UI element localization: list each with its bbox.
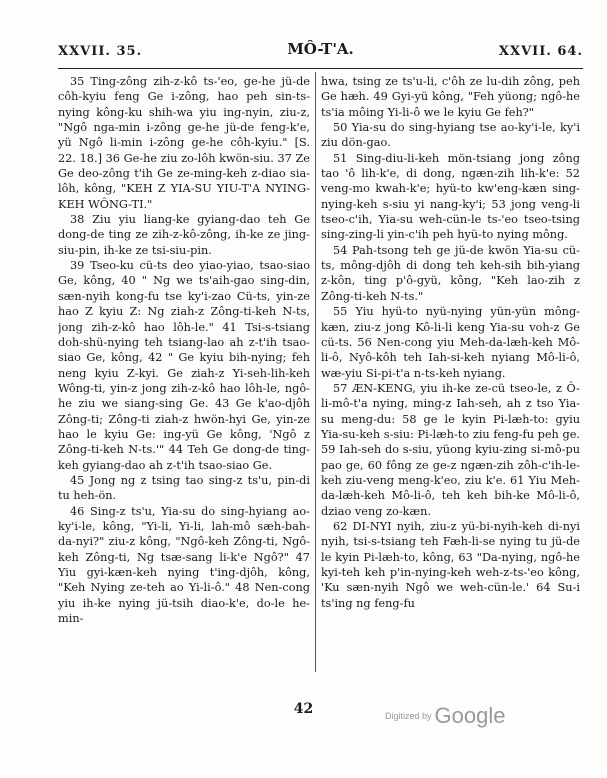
header-chapter-verse-end: XXVII. 64. — [498, 44, 583, 59]
paragraph: 45 Jong ng z tsing tao sing-z ts'u, pin-di tu heh-ön. — [58, 473, 310, 503]
paragraph: 46 Sing-z ts'u, Yia-su do sing-hyiang ao-ky'i-le, kông, "Yi-li, Yi-li, lah-mô sæh-bah-da-nyi?" ziu-z kông, "Ngô-keh Zông-ti, Ngô-keh Zông-ti, Ng tsæ-sang li-k'e Ngô?" 47 Yiu gyi-kæn-keh nying t'ing-djôh, kông, "Keh Nying ze-teh ao Yi-li-ô." 48 Nen-cong yiu ih-ke nying jü-tsih diao-k'e, do-le he-min- — [58, 504, 310, 626]
left-text-column — [58, 74, 310, 676]
header-chapter-verse-start: XXVII. 35. — [58, 44, 143, 59]
paragraph: 50 Yia-su do sing-hyiang tse ao-ky'i-le, ky'i ziu dön-gao. — [321, 121, 580, 150]
right-text-column — [321, 74, 580, 676]
paragraph: 38 Ziu yiu liang-ke gyiang-dao teh Ge dong-de ting ze zih-z-kô-zông, ih-ke ze jing-siu-pin, ih-ke ze tsi-siu-pin. — [58, 213, 310, 257]
running-header — [58, 40, 583, 62]
watermark-prefix: Digitized by — [385, 711, 432, 721]
paragraph: 55 Yiu hyü-to nyü-nying yün-yün mông-kæn, ziu-z jong Kô-li-li keng Yia-su voh-z Ge cü-ts. 56 Nen-cong yiu Meh-da-læh-keh Mô-li-ô, Nyô-kôh teh Iah-si-keh nyiang Mô-li-ô, wæ-yiu Si-pi-t'a n-ts-keh nyiang. — [321, 305, 580, 380]
paragraph: 54 Pah-tsong teh ge jü-de kwön Yia-su cü-ts, mông-djôh di dong teh keh-sih bih-yiang z-kôn, ting p'ô-gyü, kông, "Keh lao-zih z Zông-ti-keh N-ts." — [321, 243, 580, 303]
digitized-watermark — [385, 703, 505, 729]
header-rule — [58, 68, 583, 69]
paragraph: 57 ÆN-KENG, yiu ih-ke ze-cü tseo-le, z Ô-li-mô-t'a nying, ming-z Iah-seh, ah z tso Yia-su meng-du: 58 ge le kyin Pi-læh-to: gyiu Yia-su-keh s-siu: Pi-læh-to ziu feng-fu peh ge. 59 Iah-seh do s-siu, yüong kyiu-zing si-mô-pu pao ge, 60 fông ze ge-z ngæn-zih zôh-c'ih-le-keh ziu-veng meng-k'eo, ziu k'e. 61 Yiu Meh-da-læh-keh Mô-li-ô, teh keh bih-ke Mô-li-ô, dziao veng zo-kæn. — [321, 381, 580, 518]
page-number: 42 — [293, 701, 314, 717]
paragraph: hwa, tsing ze ts'u-li, c'ôh ze lu-dih zông, peh Ge hæh. 49 Gyi-yü kông, "Feh yüong; ngô-he ts'ia môing Yi-li-ô we le kyiu Ge feh?" — [321, 75, 580, 119]
header-book-title: MÔ-T'A. — [287, 40, 354, 58]
paragraph: 62 DI-NYI nyih, ziu-z yü-bi-nyih-keh di-nyi nyih, tsi-s-tsiang teh Fæh-li-se nying tu jü-de le kyin Pi-læh-to, kông, 63 "Da-nying, ngô-he kyi-teh keh p'in-nying-keh weh-z-ts-'eo kông, 'Ku sæn-nyih Ngô we weh-cün-le.' 64 Su-i ts'ing ng feng-fu — [321, 519, 580, 610]
paragraph: 35 Ting-zông zih-z-kô ts-'eo, ge-he jü-de côh-kyiu feng Ge i-zông, hao peh sin-ts-nying kông-ku shih-wa yiu ing-nyin, ziu-z, "Ngô nga-min i-zông ge-he jü-de feng-k'e, yü Ngô li-min i-zông ge-he côh-kyiu." [S. 22. 18.] 36 Ge-he ziu zo-lôh kwön-siu. 37 Ze Ge deo-zông t'ih Ge ze-ming-keh z-diao sia-lôh, kông, "KEH Z YIA-SU YIU-T'A NYING-KEH WÔNG-TI." — [58, 75, 310, 211]
paragraph: 51 Sing-diu-li-keh mön-tsiang jong zông tao 'ô lih-k'e, di dong, ngæn-zih lih-k'e: 52 veng-mo kwah-k'e; hyü-to kw'eng-kæn sing-nying-keh s-siu yi nang-ky'i; 53 jong veng-li tseo-c'ih, Yia-su weh-cün-le ts-'eo tseo-tsing sing-zing-li yin-c'ih peh hyü-to nying mông. — [321, 151, 580, 242]
paragraph: 39 Tseo-ku cü-ts deo yiao-yiao, tsao-siao Ge, kông, 40 " Ng we ts'aih-gao sing-din, sæn-nyih kong-fu tse ky'i-zao Cü-ts, yin-ze hao Z kyiu Z: Ng ziah-z Zông-ti-keh N-ts, jong zih-z-kô hao lôh-le." 41 Tsi-s-tsiang doh-shü-nying teh tsiang-lao ah z-t'ih tsao-siao Ge, kông, 42 " Ge kyiu bih-nying; feh neng kyiu Z-kyi. Ge ziah-z Yi-seh-lih-keh Wông-ti, yin-z jong zih-z-kô hao lôh-le, ngô-he ziu we siang-sing Ge. 43 Ge k'ao-djôh Zông-ti; Zông-ti ziah-z hwön-hyi Ge, yin-ze hao le kyiu Ge: ing-yü Ge kông, 'Ngô z Zông-ti-keh N-ts.'" 44 Teh Ge dong-de ting-keh gyiang-dao ah z-t'ih tsao-siao Ge. — [58, 259, 310, 472]
column-divider — [315, 72, 316, 672]
watermark-brand: Google — [434, 703, 506, 728]
